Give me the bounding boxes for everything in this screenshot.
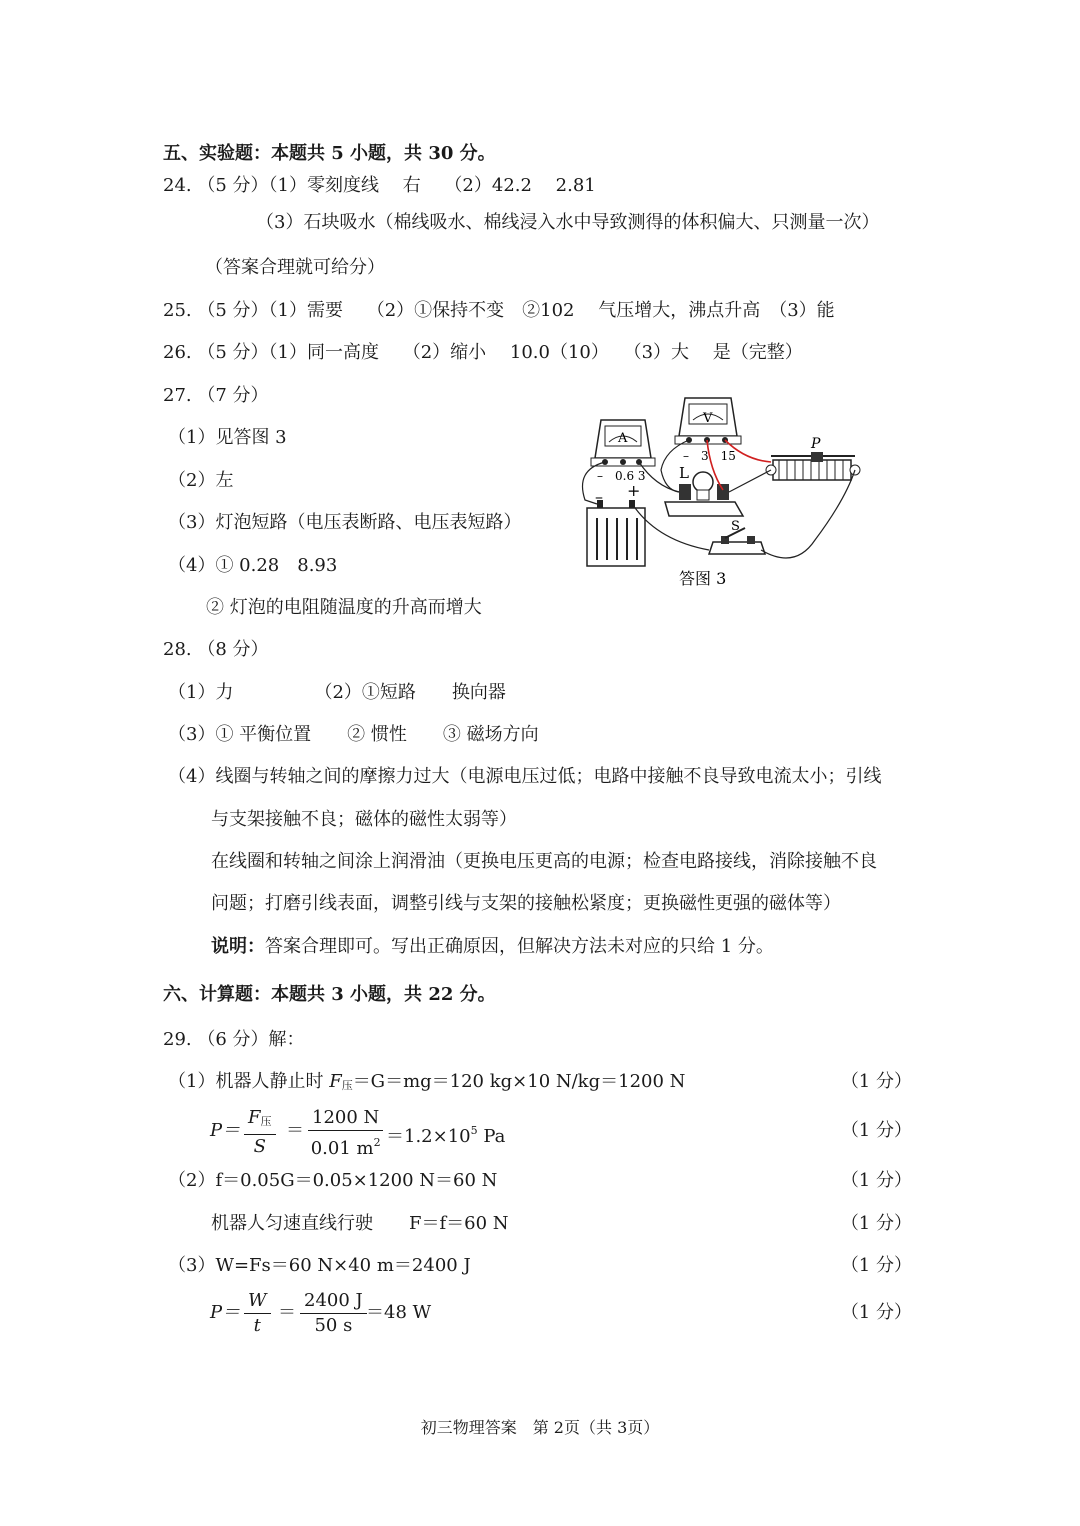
- q28-note-label: 说明：: [211, 936, 265, 957]
- q29-p1-num2: 1200 N: [308, 1106, 383, 1131]
- q28-a4b: 与支架接触不良；磁体的磁性太弱等）: [211, 809, 517, 830]
- lamp-board: [665, 472, 743, 516]
- ammeter-label: A: [618, 431, 628, 446]
- q27-a3: （3）灯泡短路（电压表断路、电压表短路）: [168, 512, 522, 533]
- q29-p3-frac1: [244, 1289, 271, 1338]
- q29-p3-num: W: [244, 1289, 271, 1314]
- q29-step1-F: F: [329, 1071, 342, 1092]
- circuit-diagram: [575, 390, 875, 590]
- figure-caption: 答图 3: [679, 569, 727, 588]
- q28-a3: （3）① 平衡位置 ② 惯性 ③ 磁场方向: [168, 724, 539, 745]
- q27-a1: （1）见答图 3: [168, 427, 287, 448]
- q29-p3-frac2: [300, 1289, 367, 1338]
- q28-note: [211, 935, 774, 959]
- switch-label: S: [731, 519, 740, 534]
- section-6-title: 六、计算题：本题共 3 小题，共 22 分。: [163, 984, 496, 1005]
- q24-line1: 24. （5 分）（1）零刻度线 右 （2）42.2 2.81: [163, 175, 596, 196]
- ammeter-terminals: – 0.6 3: [597, 469, 646, 483]
- q29-step3: （3）W=Fs＝60 N×40 m＝2400 J: [168, 1255, 471, 1276]
- q29-head: 29. （6 分）解：: [163, 1029, 305, 1050]
- q29-step2b-score: （1 分）: [840, 1213, 912, 1234]
- q29-p3-result: ＝48 W: [366, 1302, 432, 1323]
- q29-p1-res: ＝1.2×10: [386, 1126, 471, 1147]
- rheostat: [766, 452, 860, 480]
- rheostat-label: P: [811, 436, 821, 452]
- q29-step1: [168, 1070, 685, 1098]
- red-wires: [707, 440, 771, 490]
- q28-a4d: 问题；打磨引线表面，调整引线与支架的接触松紧度；更换磁性更强的磁体等）: [211, 893, 841, 914]
- q28-note-text: 答案合理即可。写出正确原因，但解决方法未对应的只给 1 分。: [265, 936, 774, 957]
- battery-plus: +: [627, 481, 641, 500]
- q26-line: 26. （5 分）（1）同一高度 （2）缩小 10.0（10） （3）大 是（完整）: [163, 342, 803, 363]
- q29-p3-score: （1 分）: [840, 1302, 912, 1323]
- voltmeter-label: V: [703, 411, 713, 426]
- q28-a4c: 在线圈和转轴之间涂上润滑油（更换电压更高的电源；检查电路接线，消除接触不良: [211, 851, 877, 872]
- q29-step1-rest: ＝G＝mg＝120 kg×10 N/kg＝1200 N: [352, 1071, 686, 1092]
- q27-a4b: ② 灯泡的电阻随温度的升高而增大: [206, 597, 482, 618]
- q29-p3-den: t: [253, 1315, 261, 1336]
- q28-a1: （1）力 （2）①短路 换向器: [168, 682, 506, 703]
- q29-p1-lhs: P＝: [210, 1120, 241, 1141]
- q28-head: 28. （8 分）: [163, 639, 269, 660]
- q29-p3-eq: ＝: [278, 1302, 296, 1323]
- q28-a4a: （4）线圈与转轴之间的摩擦力过大（电源电压过低；电路中接触不良导致电流太小；引线: [168, 766, 882, 787]
- q29-p1-frac1: [244, 1106, 276, 1159]
- q29-step1-sub: 压: [341, 1079, 353, 1092]
- q27-a4: （4）① 0.28 8.93: [168, 555, 338, 576]
- q24-line2: （3）石块吸水（棉线吸水、棉线浸入水中导致测得的体积偏大、只测量一次）: [256, 212, 880, 233]
- voltmeter-terminals: – 3 15: [683, 449, 736, 463]
- q29-step2b: 机器人匀速直线行驶 F＝f＝60 N: [211, 1213, 509, 1234]
- q29-step2-score: （1 分）: [840, 1170, 912, 1191]
- q29-p1-num-sub: 压: [260, 1115, 272, 1128]
- q29-step3-score: （1 分）: [840, 1255, 912, 1276]
- q29-p1-num-F: F: [248, 1107, 261, 1128]
- q29-p1-result: [386, 1119, 505, 1149]
- q29-p1-den2-sup: 2: [373, 1136, 381, 1149]
- q29-p1-den2: 0.01 m: [310, 1138, 374, 1159]
- q29-p1-frac2: [308, 1106, 383, 1161]
- page-footer: 初三物理答案 第 2页（共 3页）: [420, 1418, 660, 1437]
- q24-line3: （答案合理就可给分）: [205, 257, 385, 278]
- q27-head: 27. （7 分）: [163, 385, 269, 406]
- q27-a2: （2）左: [168, 470, 234, 491]
- q29-p3-den2: 50 s: [314, 1315, 353, 1336]
- q29-p3-lhs: P＝: [210, 1302, 241, 1323]
- q29-step1-score: （1 分）: [840, 1071, 912, 1092]
- q29-step1-text: （1）机器人静止时: [168, 1071, 330, 1092]
- section-5-title: 五、实验题：本题共 5 小题，共 30 分。: [163, 143, 496, 164]
- q29-p1-score: （1 分）: [840, 1120, 912, 1141]
- q29-p1-res-sup: 5: [470, 1124, 478, 1137]
- lamp-label: L: [679, 464, 689, 482]
- q29-p1-res-unit: Pa: [477, 1126, 506, 1147]
- battery-minus: –: [595, 487, 603, 506]
- q29-p1-den: S: [253, 1136, 266, 1157]
- q29-p3-num2: 2400 J: [300, 1289, 367, 1314]
- q29-p1-eq: ＝: [286, 1120, 304, 1141]
- q25-line: 25. （5 分）（1）需要 （2）①保持不变 ②102 气压增大，沸点升高 （3）能: [163, 300, 835, 321]
- q29-step2: （2）f＝0.05G＝0.05×1200 N＝60 N: [168, 1170, 498, 1191]
